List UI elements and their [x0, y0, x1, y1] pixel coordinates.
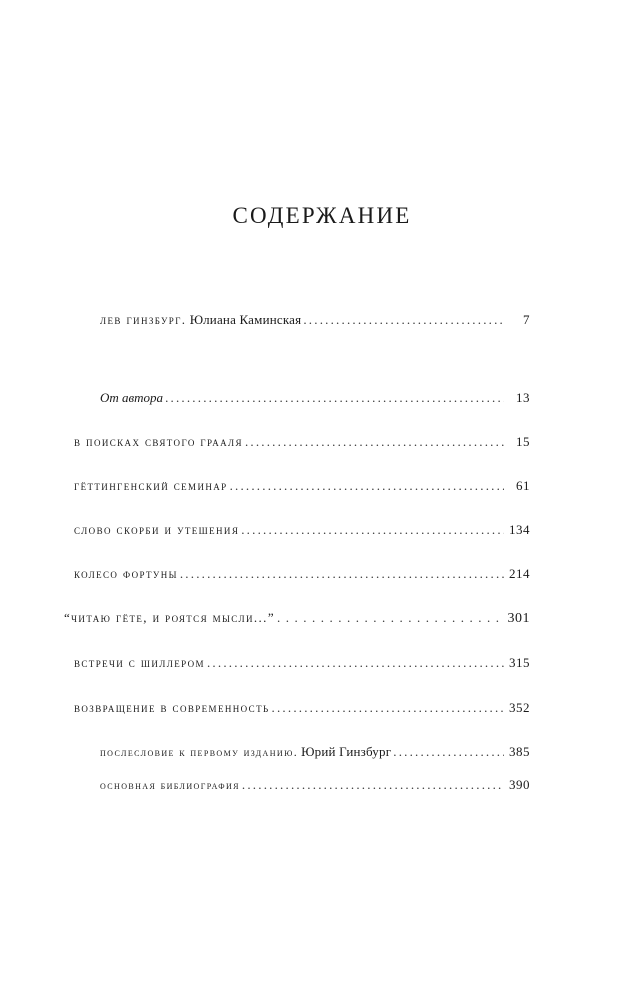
- dot-leader: [393, 743, 504, 761]
- toc-entry-title: лев гинзбург.: [100, 312, 187, 327]
- toc-entry-page: 390: [509, 777, 530, 792]
- toc-entry-chapter[interactable]: [74, 654, 530, 672]
- toc-entry-chapter[interactable]: [74, 699, 530, 717]
- toc-entry-page: 315: [509, 655, 530, 670]
- toc-entry-author: Юлиана Каминская: [189, 312, 302, 327]
- toc-entry-title: От автора: [100, 390, 164, 405]
- toc-entry-chapter[interactable]: [74, 565, 530, 583]
- dot-leader: [180, 565, 504, 583]
- toc-entry-title-group: [100, 311, 301, 329]
- dot-leader: [277, 609, 504, 627]
- toc-entry-page: 352: [509, 700, 530, 715]
- dot-leader: [245, 433, 504, 451]
- toc-entry-page: 15: [516, 434, 530, 449]
- toc-entry-chapter[interactable]: [74, 521, 530, 539]
- toc-entry-title: встречи с шиллером: [74, 655, 205, 670]
- toc-entry-preface-essay[interactable]: [100, 311, 530, 329]
- dot-leader: [242, 776, 504, 794]
- toc-entry-page: 385: [509, 744, 530, 759]
- toc-entry-title: “читаю гёте, и роятся мысли...”: [64, 610, 275, 625]
- toc-entry-page: 7: [523, 312, 530, 327]
- dot-leader: [207, 654, 504, 672]
- toc-entry-title: возвращение в современность: [74, 700, 270, 715]
- toc-entry-title: основная библиография: [100, 778, 240, 792]
- toc-entry-page: 214: [509, 566, 530, 581]
- toc-entry-author: Юрий Гинзбург: [301, 744, 392, 759]
- toc-entry-page: 134: [509, 522, 530, 537]
- toc-entry-bibliography[interactable]: [100, 776, 530, 794]
- toc-entry-afterword[interactable]: [100, 743, 530, 761]
- toc-entry-chapter[interactable]: [74, 433, 530, 451]
- toc-entry-title: гёттингенский семинар: [74, 478, 228, 493]
- toc-entry-author-foreword[interactable]: [100, 389, 530, 407]
- toc-entry-page: 13: [516, 390, 530, 405]
- dot-leader: [230, 477, 504, 495]
- toc-entry-page: 301: [507, 611, 530, 626]
- dot-leader: [241, 521, 504, 539]
- toc-entry-title: в поисках святого грааля: [74, 434, 243, 449]
- toc-entry-chapter[interactable]: [74, 477, 530, 495]
- toc-entry-page: 61: [516, 478, 530, 493]
- toc-entry-chapter[interactable]: [64, 609, 530, 628]
- toc-entry-title: послесловие к первому изданию.: [100, 745, 299, 759]
- page-title: СОДЕРЖАНИЕ: [232, 203, 412, 228]
- toc-entry-title: колесо фортуны: [74, 566, 178, 581]
- dot-leader: [272, 699, 504, 717]
- toc-entry-title-group: [100, 743, 391, 761]
- toc-entry-title: слово скорби и утешения: [74, 522, 240, 537]
- dot-leader: [165, 389, 504, 407]
- dot-leader: [303, 311, 504, 329]
